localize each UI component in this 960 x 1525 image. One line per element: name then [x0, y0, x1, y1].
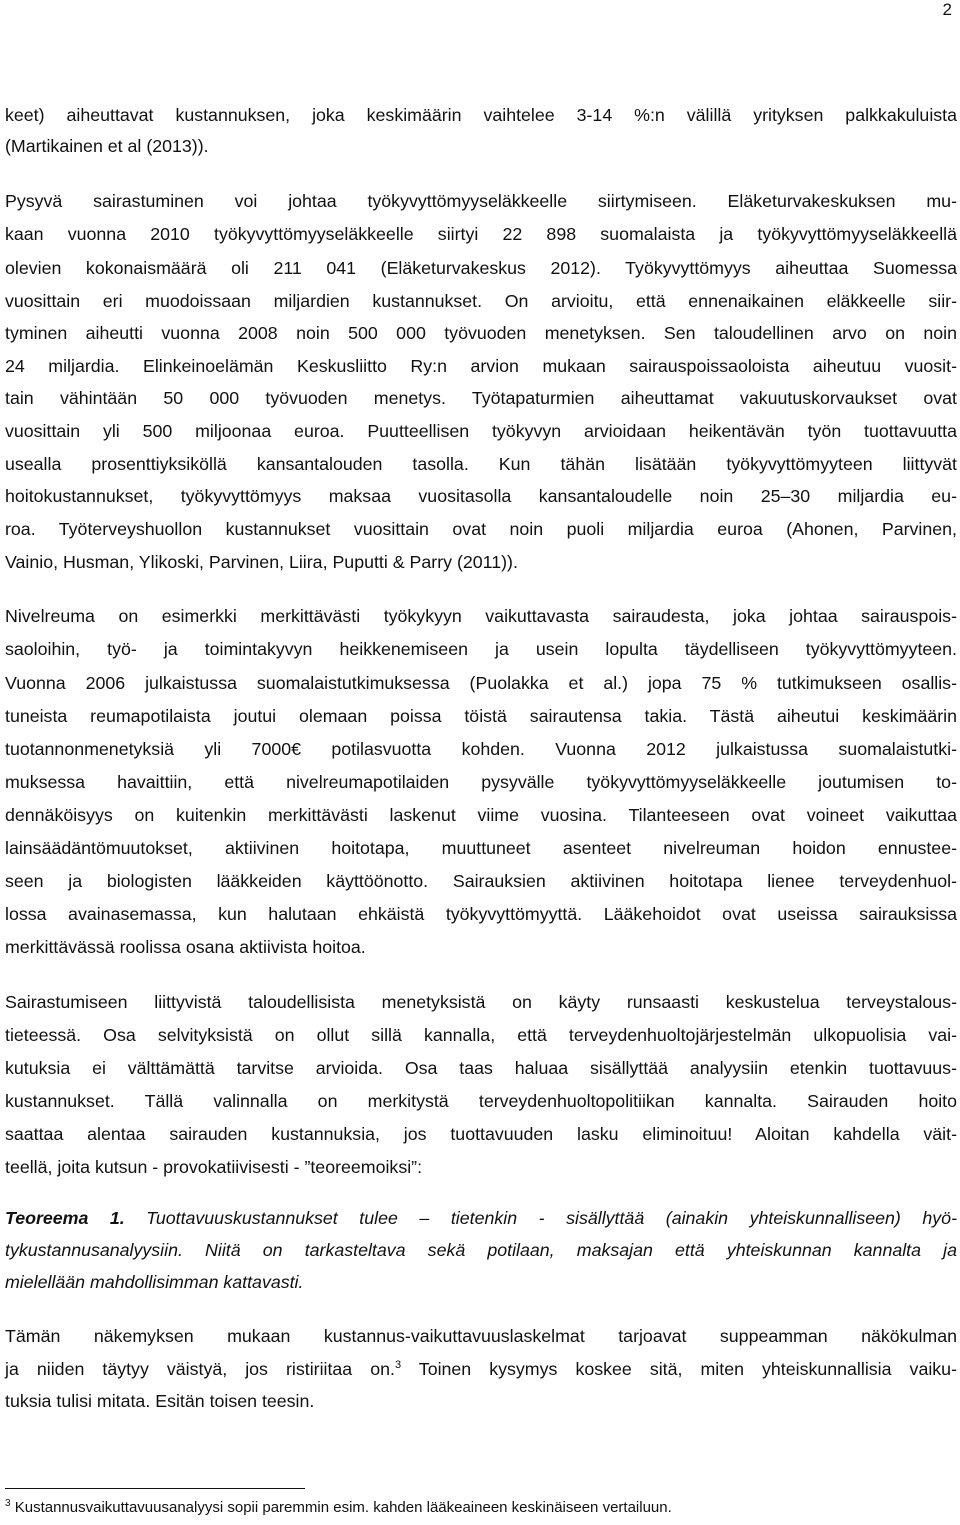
text-line: vuosittain yli 500 miljoonaa euroa. Puutteellisen työkyvyn arvioidaan heikentävän työn tuottavuutta	[5, 421, 957, 441]
text-segment: ja niiden täytyy väistyä, jos ristiriitaa on.	[5, 1359, 395, 1379]
footnote-marker: 3	[5, 1498, 11, 1509]
text-line: lossa avainasemassa, kun halutaan ehkäistä työkyvyttömyyttä. Lääkehoidot ovat useissa sairauksissa	[5, 904, 957, 924]
text-line: tain vähintään 50 000 työvuoden menetys. Työtapaturmien aiheuttamat vakuutuskorvaukset ovat	[5, 388, 957, 408]
text-line: Tämän näkemyksen mukaan kustannus-vaikuttavuuslaskelmat tarjoavat suppeamman näkökulman	[5, 1326, 957, 1346]
text-line: Nivelreuma on esimerkki merkittävästi työkykyyn vaikuttavasta sairaudesta, joka johtaa sairauspois-	[5, 606, 957, 626]
text-line: tuksia tulisi mitata. Esitän toisen teesin.	[5, 1391, 315, 1411]
footnote-text: Kustannusvaikuttavuusanalyysi sopii paremmin esim. kahden lääkeaineen keskinäiseen vertailuun.	[10, 1499, 672, 1516]
text-line: tieteessä. Osa selvityksistä on ollut sillä kannalla, että terveydenhuoltojärjestelmän ulkopuolisia vai-	[5, 1025, 957, 1045]
footnote-separator	[5, 1488, 305, 1489]
text-line: tyminen aiheutti vuonna 2008 noin 500 000 työvuoden menetyksen. Sen taloudellinen arvo on noin	[5, 323, 957, 343]
theorem-line	[5, 1206, 957, 1230]
text-line: Pysyvä sairastuminen voi johtaa työkyvyttömyyseläkkeelle siirtymiseen. Eläketurvakeskuksen mu-	[5, 191, 957, 211]
text-line: olevien kokonaismäärä oli 211 041 (Eläketurvakeskus 2012). Työkyvyttömyys aiheuttaa Suomessa	[5, 258, 957, 278]
text-line	[5, 1357, 957, 1381]
text-line: teellä, joita kutsun - provokatiivisesti - ”teoreemoiksi”:	[5, 1157, 423, 1177]
text-line: hoitokustannukset, työkyvyttömyys maksaa vuositasolla kansantaloudelle noin 25–30 miljardia eu-	[5, 486, 957, 506]
text-line: saattaa alentaa sairauden kustannuksia, jos tuottavuuden lasku eliminoituu! Aloitan kahdella väit-	[5, 1124, 957, 1144]
text-line: tuneista reumapotilaista joutui olemaan poissa töistä sairautensa takia. Tästä aiheutui keskimäärin	[5, 706, 957, 726]
theorem-label: Teoreema 1.	[5, 1208, 125, 1228]
footnote	[5, 1497, 672, 1519]
text-line: lainsäädäntömuutokset, aktiivinen hoitotapa, muuttuneet asenteet nivelreuman hoidon ennustee-	[5, 838, 957, 858]
text-segment: Toinen kysymys koskee sitä, miten yhteiskunnallisia vaiku-	[401, 1359, 957, 1379]
text-line: Vuonna 2006 julkaistussa suomalaistutkimuksessa (Puolakka et al.) jopa 75 % tutkimukseen osallis-	[5, 673, 957, 693]
theorem-text: Tuottavuuskustannukset tulee – tietenkin - sisällyttää (ainakin yhteiskunnalliseen) hyö-	[124, 1208, 957, 1228]
text-line: 24 miljardia. Elinkeinoelämän Keskusliitto Ry:n arvion mukaan sairauspoissaoloista aiheutuu vuosit-	[5, 356, 957, 376]
text-line: vuosittain eri muodoissaan miljardien kustannukset. On arvioitu, että ennenaikainen eläkkeelle siir-	[5, 291, 957, 311]
footnote-reference[interactable]: 3	[394, 1359, 402, 1372]
text-line: kaan vuonna 2010 työkyvyttömyyseläkkeelle siirtyi 22 898 suomalaista ja työkyvyttömyyseläkkeellä	[5, 224, 957, 244]
text-line: roa. Työterveyshuollon kustannukset vuosittain ovat noin puoli miljardia euroa (Ahonen, Parvinen,	[5, 519, 957, 539]
theorem-line: mielellään mahdollisimman kattavasti.	[5, 1272, 304, 1292]
text-line: muksessa havaittiin, että nivelreumapotilaiden pysyvälle työkyvyttömyyseläkkeelle joutumisen to-	[5, 772, 957, 792]
text-line: merkittävässä roolissa osana aktiivista hoitoa.	[5, 937, 366, 957]
text-line: seen ja biologisten lääkkeiden käyttöönotto. Sairauksien aktiivinen hoitotapa lienee terveydenhuol-	[5, 871, 957, 891]
text-line: keet) aiheuttavat kustannuksen, joka keskimäärin vaihtelee 3-14 %:n välillä yrityksen palkkakuluista	[5, 105, 957, 125]
theorem-line: tykustannusanalyysiin. Niitä on tarkasteltava sekä potilaan, maksajan että yhteiskunnan kannalta ja	[5, 1240, 957, 1260]
page-number: 2	[942, 0, 952, 19]
text-line: kutuksia ei välttämättä tarvitse arvioida. Osa taas haluaa sisällyttää analyysiin etenkin tuottavuus-	[5, 1058, 957, 1078]
text-line: usealla prosenttiyksiköllä kansantalouden tasolla. Kun tähän lisätään työkyvyttömyyteen liittyvät	[5, 454, 957, 474]
text-line: kustannukset. Tällä valinnalla on merkitystä terveydenhuoltopolitiikan kannalta. Sairauden hoito	[5, 1091, 957, 1111]
text-line: Vainio, Husman, Ylikoski, Parvinen, Liira, Puputti & Parry (2011)).	[5, 552, 518, 572]
text-line: tuotannonmenetyksiä yli 7000€ potilasvuotta kohden. Vuonna 2012 julkaistussa suomalaistutki-	[5, 739, 957, 759]
text-line: saoloihin, työ- ja toimintakyvyn heikkenemiseen ja usein lopulta täydelliseen työkyvyttömyyteen.	[5, 639, 957, 659]
text-line: (Martikainen et al (2013)).	[5, 136, 209, 156]
text-line: Sairastumiseen liittyvistä taloudellisista menetyksistä on käyty runsaasti keskustelua terveystalous-	[5, 992, 957, 1012]
text-line: dennäköisyys on kuitenkin merkittävästi laskenut viime vuosina. Tilanteeseen ovat voineet vaikuttaa	[5, 805, 957, 825]
